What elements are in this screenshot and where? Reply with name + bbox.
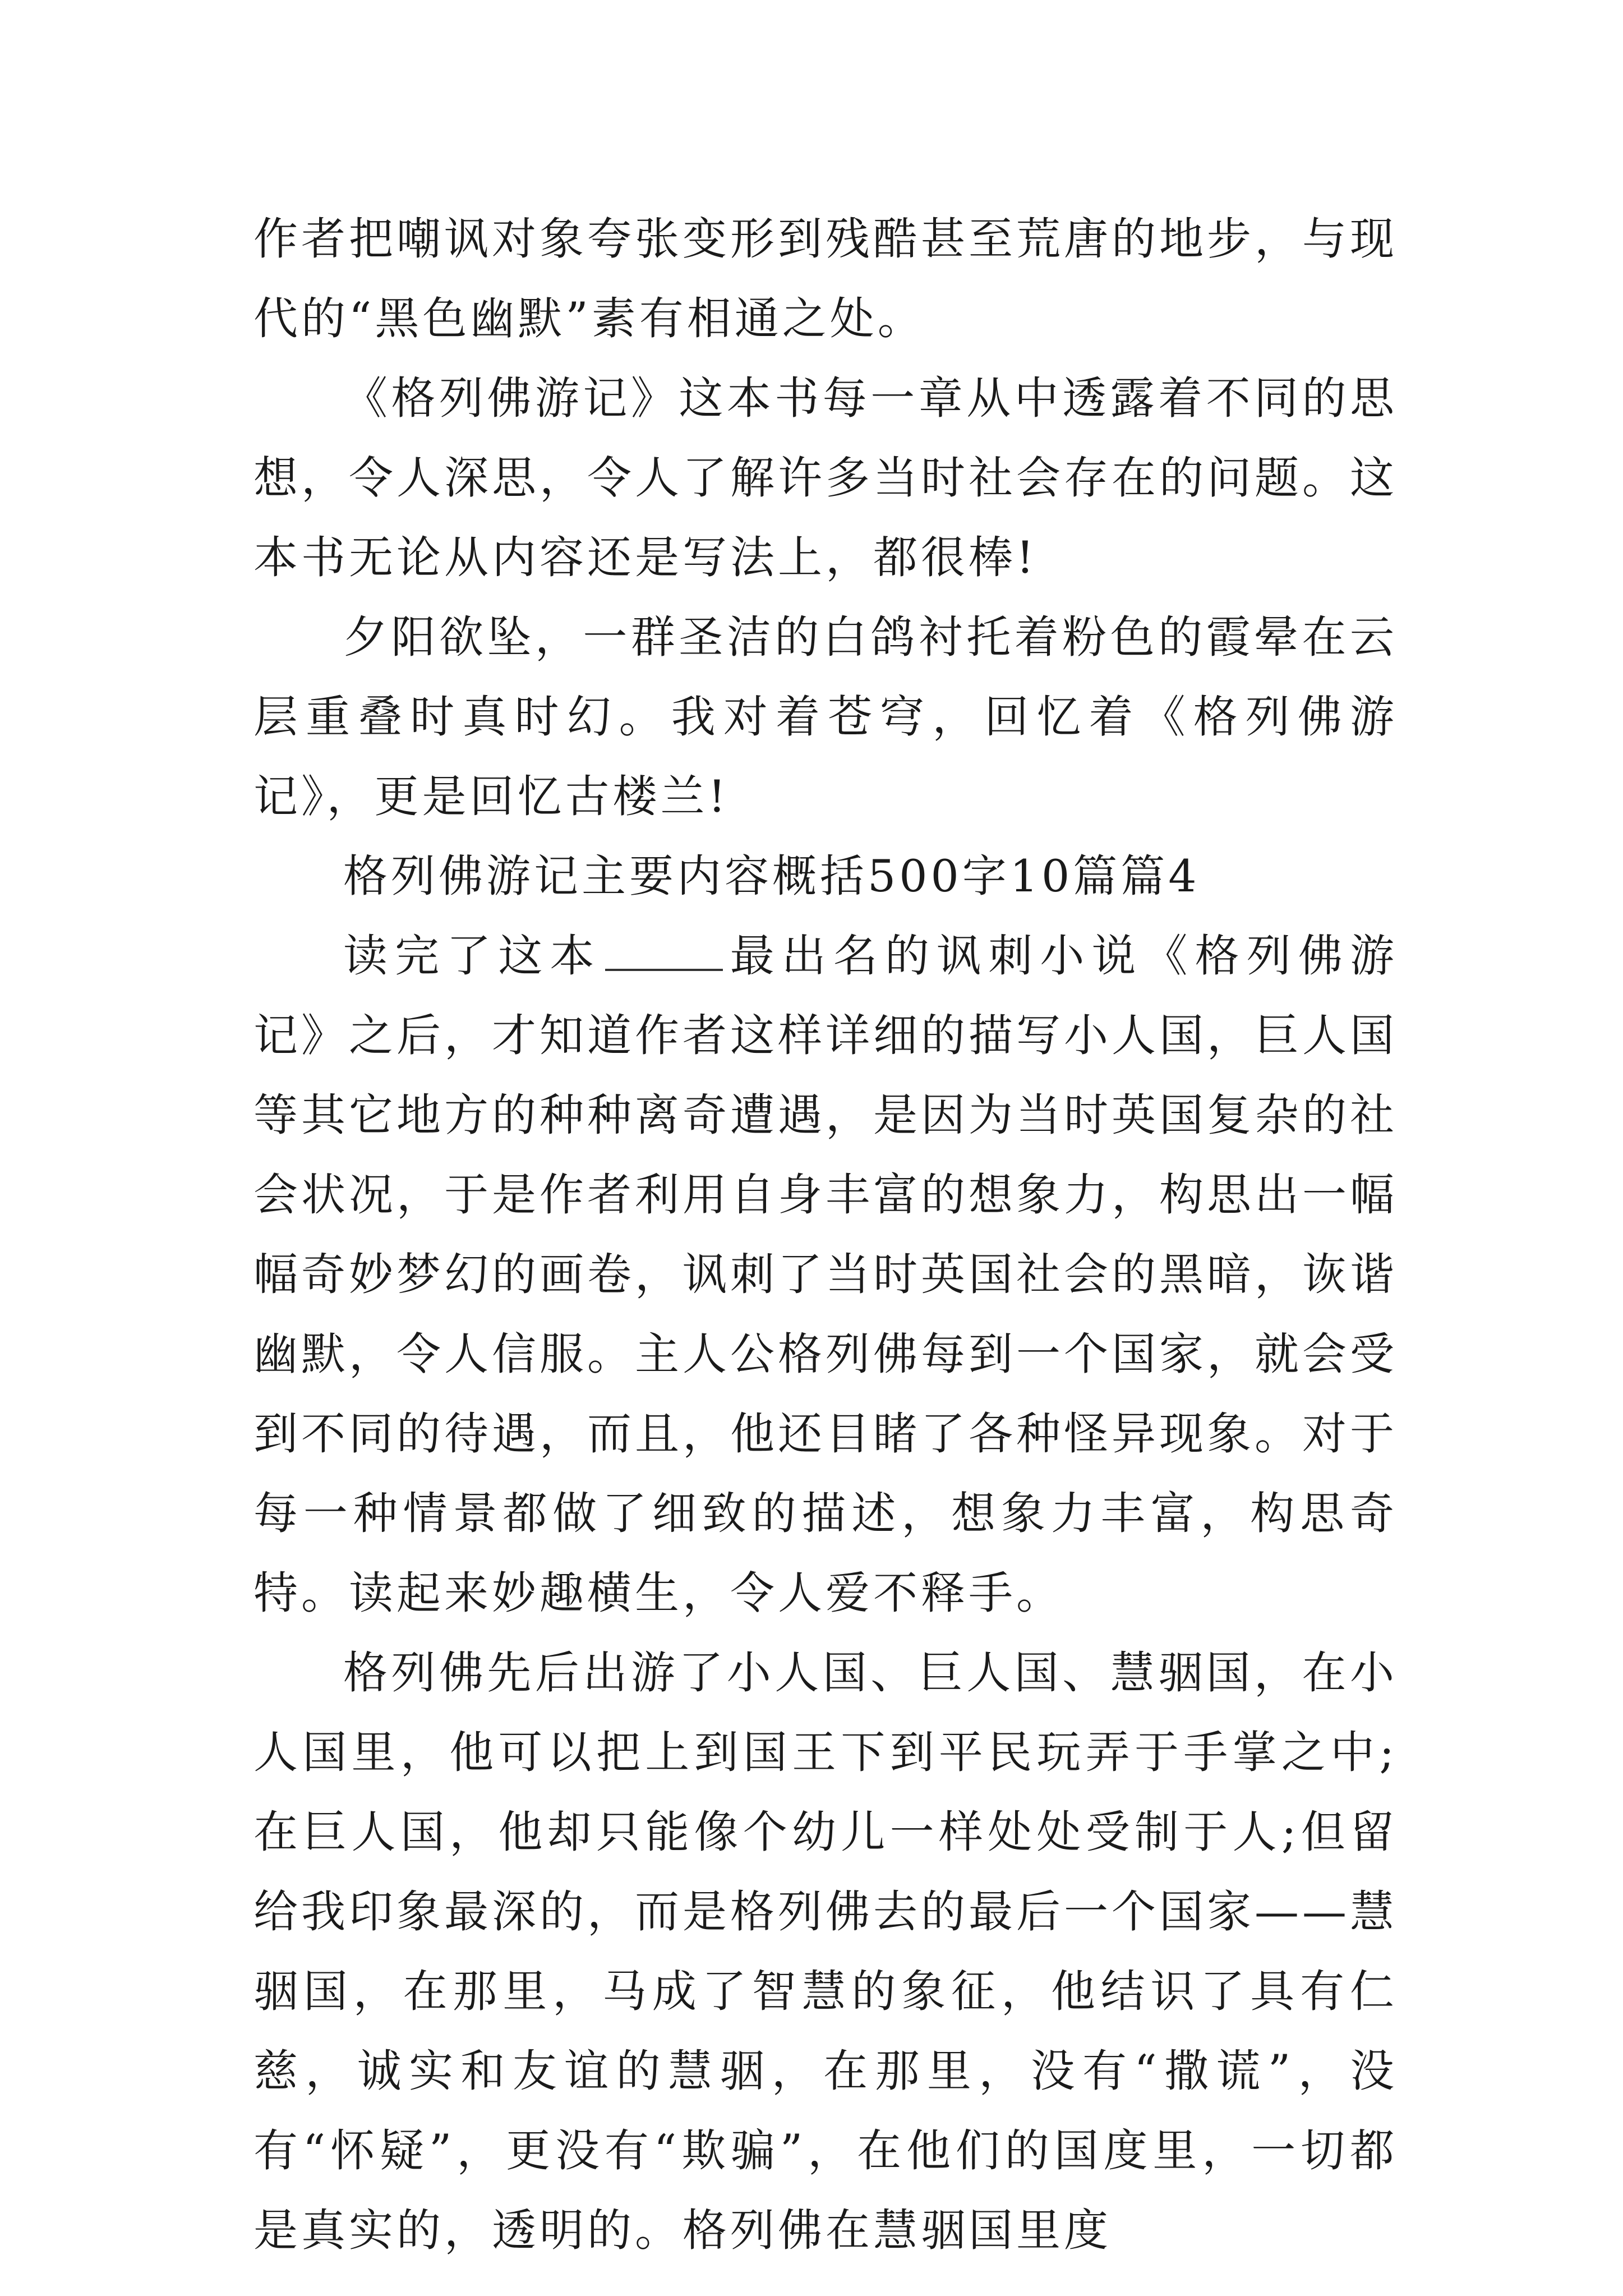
fill-in-blank (605, 930, 723, 971)
paragraph-4-start: 读完了这本 (343, 930, 602, 982)
paragraph-1: 作者把嘲讽对象夸张变形到残酷甚至荒唐的地步，与现代的“黑色幽默”素有相通之处。 (253, 213, 1398, 344)
paragraph-4 (253, 916, 1398, 1633)
document-body (253, 199, 1398, 2270)
paragraph-4-rest: 最出名的讽刺小说《格列佛游记》之后，才知道作者这样详细的描写小人国，巨人国等其它地方的种种离奇遭遇，是因为当时英国复杂的社会状况，于是作者利用自身丰富的想象力，构思出一幅幅奇妙梦幻的画卷，讽刺了当时英国社会的黑暗，诙谐幽默，令人信服。主人公格列佛每到一个国家，就会受到不同的待遇，而且，他还目睹了各种怪异现象。对于每一种情景都做了细致的描述，想象力丰富，构思奇特。读起来妙趣横生，令人爱不释手。 (253, 930, 1398, 1619)
paragraph-5: 格列佛先后出游了小人国、巨人国、慧骃国，在小人国里，他可以把上到国王下到平民玩弄于手掌之中;在巨人国，他却只能像个幼儿一样处处受制于人;但留给我印象最深的，而是格列佛去的最后一个国家——慧骃国，在那里，马成了智慧的象征，他结识了具有仁慈，诚实和友谊的慧骃，在那里，没有“撒谎”，没有“怀疑”，更没有“欺骗”，在他们的国度里，一切都是真实的，透明的。格列佛在慧骃国里度 (253, 1647, 1398, 2256)
section-heading: 格列佛游记主要内容概括500字10篇篇4 (343, 850, 1200, 902)
paragraph-2: 《格列佛游记》这本书每一章从中透露着不同的思想，令人深思，令人了解许多当时社会存在的问题。这本书无论从内容还是写法上，都很棒! (253, 372, 1398, 583)
paragraph-3: 夕阳欲坠，一群圣洁的白鸽衬托着粉色的霞晕在云层重叠时真时幻。我对着苍穹，回忆着《格列佛游记》，更是回忆古楼兰! (253, 611, 1398, 822)
